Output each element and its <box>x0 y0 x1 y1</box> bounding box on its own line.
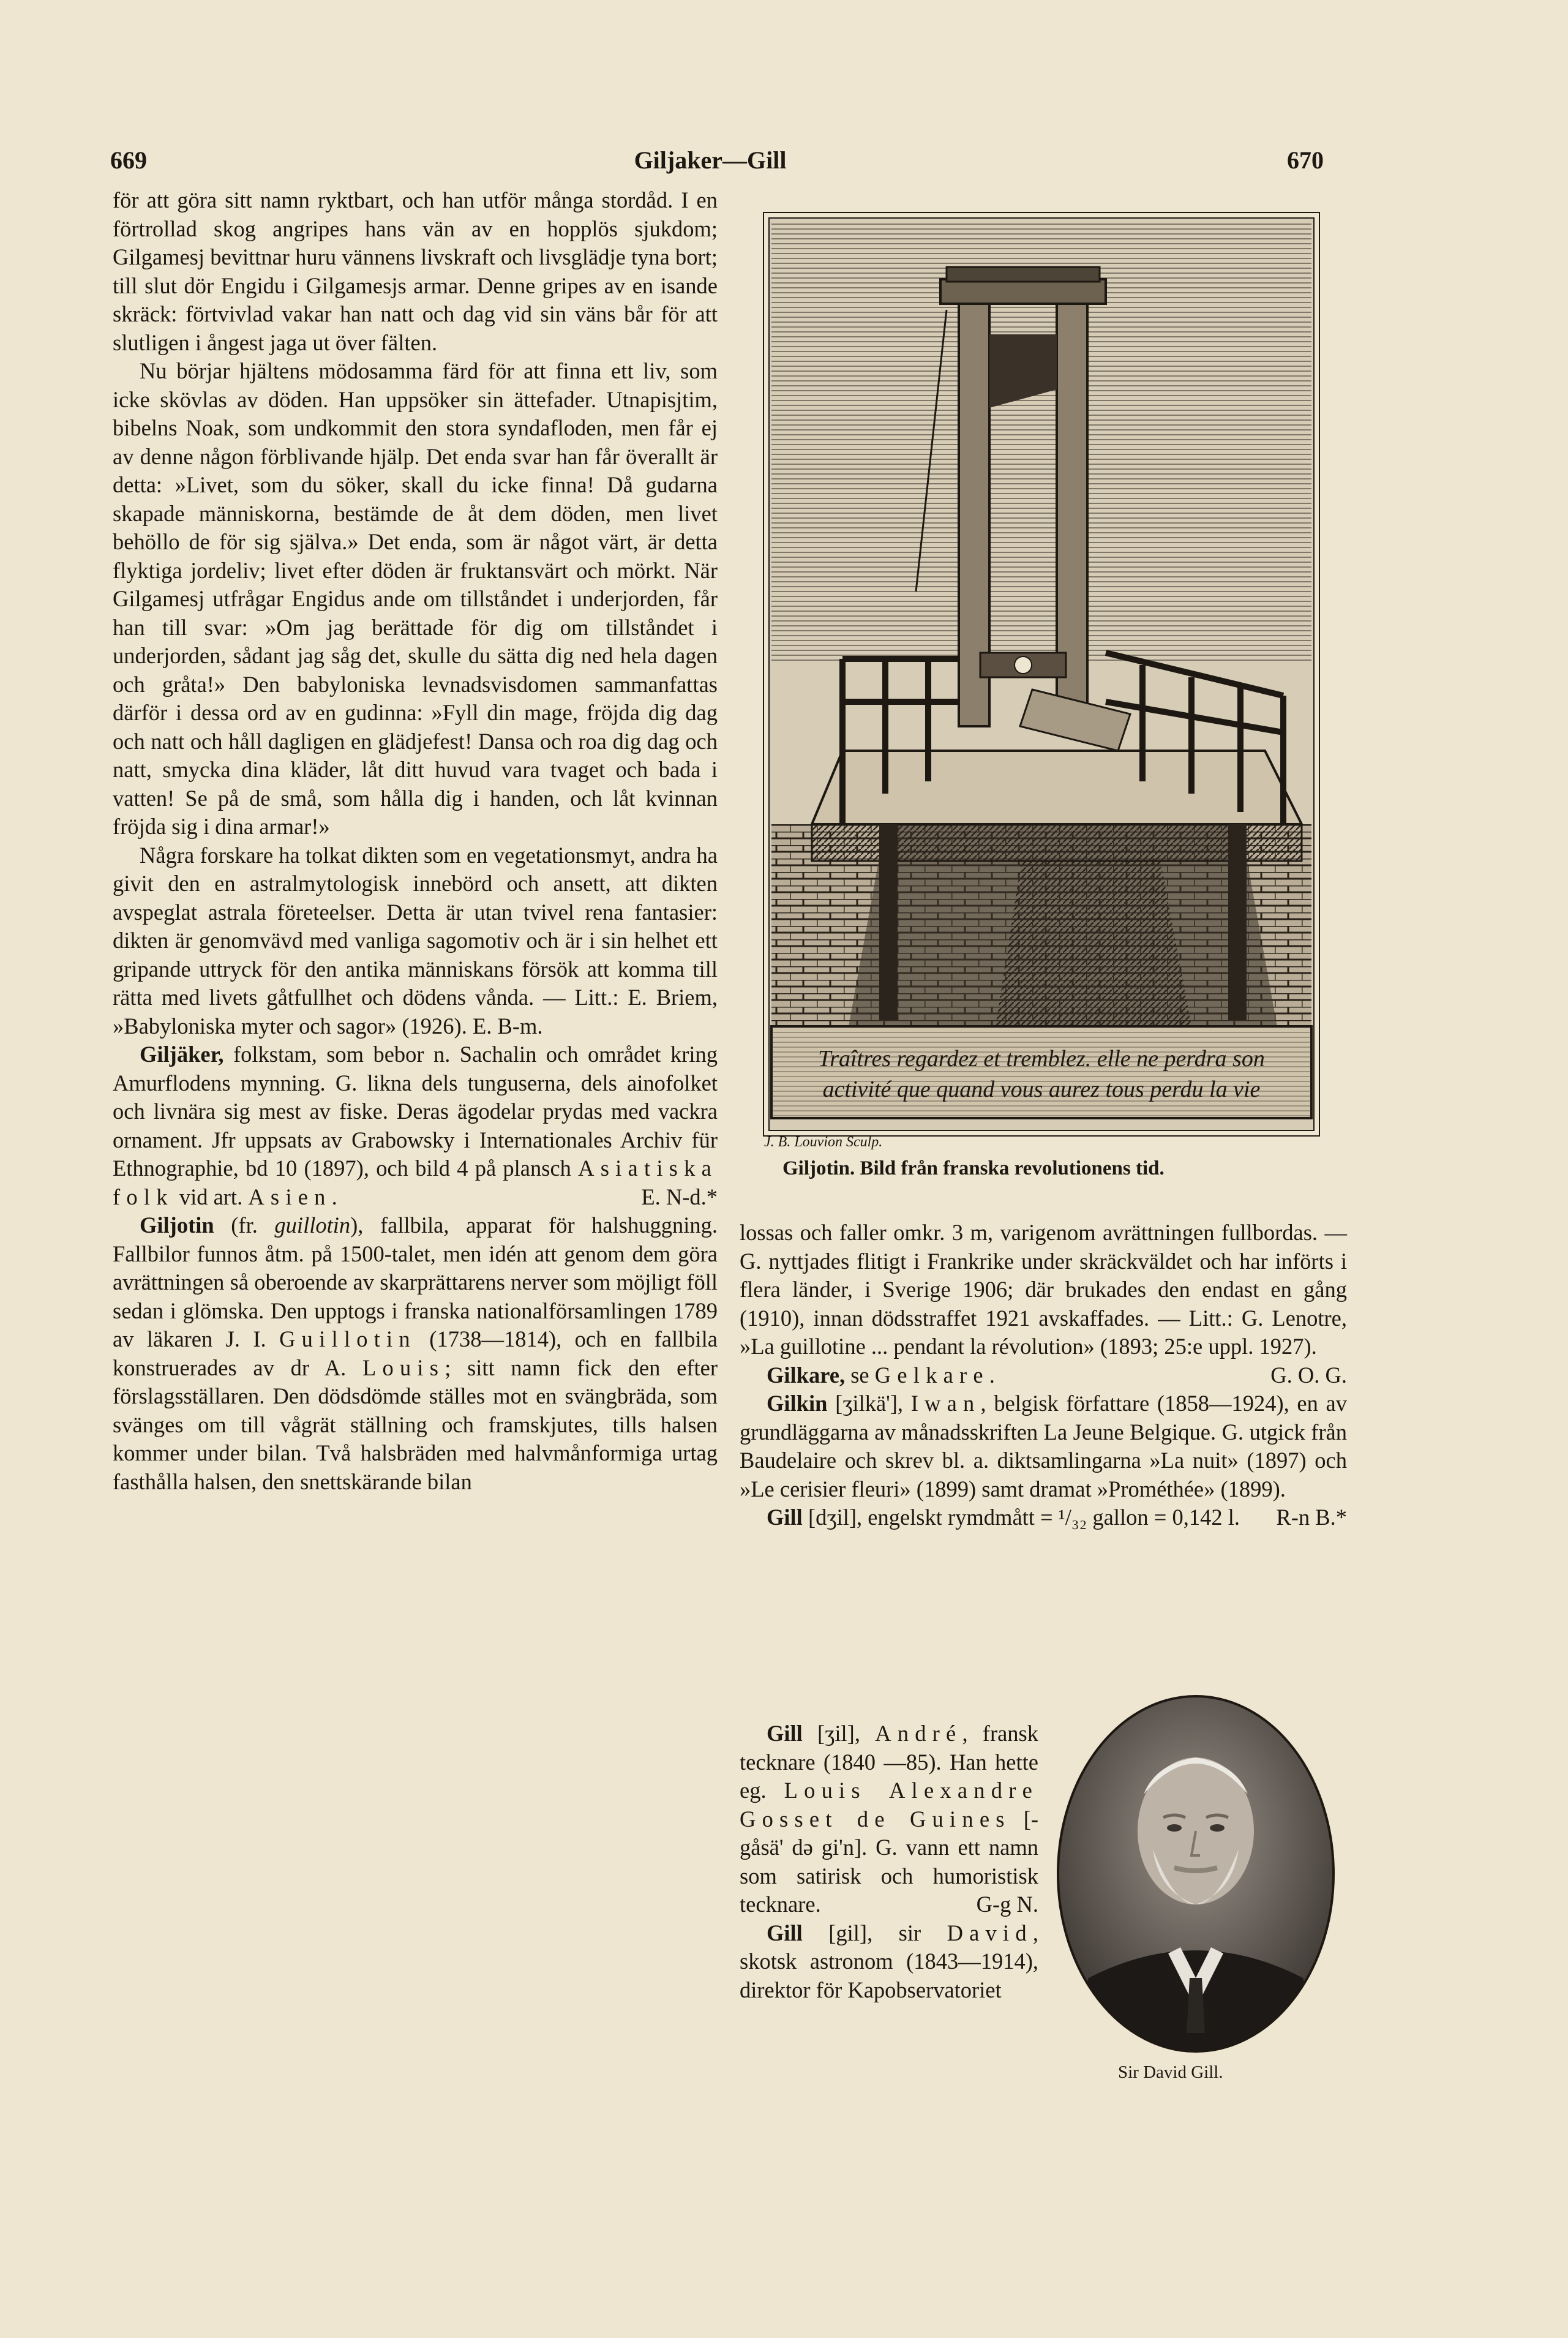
entry-gill-andre: Gill [ʒil], André, fransk tecknare (1840 —85). Han hette eg. Louis Alexandre Gosset de Guines [-gåsä' də gi'n]. G. vann ett namn som satirisk och humoristisk tecknare. G-g N. <box>740 1720 1038 1919</box>
gilgamesj-paragraph-3: Några forskare ha tolkat dikten som en vegetationsmyt, andra ha givit den en astralmytologisk innebörd och ansett, att dikten avspeglat astrala företeelser. Detta är utan tvivel rena fantasier: dikten är genomvävd med vanliga sagomotiv och är i sin helhet ett gripande uttryck för den antika människans försök att komma till rätta med livets gåtfullhet och dödens vånda. — Litt.: E. Briem, »Babyloniska myter och sagor» (1926). E. B-m. <box>113 842 718 1039</box>
lemma: Giljäker, <box>140 1042 224 1067</box>
left-column <box>113 186 718 1496</box>
inscription-line-1: Traîtres regardez et tremblez. elle ne perdra son <box>818 1046 1265 1072</box>
entry-giljotin: Giljotin (fr. guillotin), fallbila, apparat för halshuggning. Fallbilor funnos åtm. på 1500-talet, men idén att genom dem göra avrättningen så oberoende av skarprättarens nerver som möjligt föll sedan i glömska. Den upptogs i franska nationalförsamlingen 1789 av läkaren J. I. Guillotin (1738—1814), och en fallbila konstruerades av dr A. Louis; sitt namn fick den efter förslagsställaren. Den dödsdömde ställes mot en svängbräda, som svänges om till vågrät ställning och framskjutes, tills halsen kommer under bilan. Två halsbräden med halvmånformiga urtag fasthålla halsen, den snettskärande bilan <box>113 1212 718 1494</box>
lemma: Gill <box>767 1721 803 1746</box>
guillotine-engraving <box>763 212 1320 1137</box>
lemma: Giljotin <box>140 1212 214 1238</box>
signature: G. O. G. <box>1270 1362 1347 1388</box>
right-column <box>740 1219 1347 1532</box>
engraver-credit: J. B. Louvion Sculp. <box>764 1134 883 1150</box>
page-number-left: 669 <box>110 146 147 174</box>
signature: E. N-d.* <box>641 1184 718 1209</box>
entry-giljaker: Giljäker, folkstam, som bebor n. Sachalin och området kring Amurflodens mynning. G. likna dels tunguserna, dels ainofolket och livnära sig mest av fiske. Deras ägodelar prydas med vackra ornament. Jfr uppsats av Grabowsky i Internationales Archiv für Ethnographie, bd 10 (1897), och bild 4 på plansch Asiatiska folk vid art. Asien. E. N-d.* <box>113 1040 718 1211</box>
entry-gilkare: Gilkare, se Gelkare. <box>767 1362 1002 1388</box>
figure-caption: Giljotin. Bild från franska revolutionens tid. <box>782 1157 1165 1179</box>
entry-gilkin: Gilkin [ʒilkä'], Iwan, belgisk författare (1858—1924), en av grundläggarna av månadsskriften La Jeune Belgique. G. utgick från Baudelaire och skrev bl. a. diktsamlingarna »La nuit» (1897) och »Le cerisier fleuri» (1899) samt dramat »Prométhée» (1899). R-n B.* <box>740 1389 1347 1503</box>
running-head: Giljaker—Gill <box>634 146 787 174</box>
page-number-right: 670 <box>1287 146 1324 174</box>
gilgamesj-paragraph-2: Nu börjar hjältens mödosamma färd för att finna ett liv, som icke skövlas av döden. Han uppsöker sin ättefader. Utnapisjtim, bibelns Noak, som undkommit den stora syndafloden, men får ej av denne någon förblivande hjälp. Det enda svar han får överallt är detta: »Livet, som du söker, skall du icke finna! Då gudarna skapade människorna, bestämde de åt dem döden, men livet behöllo de för sig själva.» Det enda, som är något värt, är detta flyktiga jordeliv; livet efter döden är fruktansvärt och mörkt. När Gilgamesj utfrågar Engidus ande om tillståndet i underjorden, får han till svar: »Om jag berättade för dig om tillståndet i underjorden, sådant jag såg det, skulle du sätta dig ned hela dagen och gråta!» Den babyloniska levnadsvisdomen sammanfattas därför i dessa ord av en gudinna: »Fyll din mage, fröjda dig dag och natt och håll dagligen en glädjefest! Dansa och roa dig dag och natt, smycka dina kläder, låt ditt huvud vara tvaget och bada i vatten! Se på de små, som hålla dig i handen, och låt kvinnan fröjda sig i dina armar!» <box>113 358 718 839</box>
signature: R-n B.* <box>1276 1505 1347 1530</box>
giljotin-continuation: lossas och faller omkr. 3 m, varigenom avrättningen fullbordas. — G. nyttjades flitigt i Frankrike under skräckväldet och har införts i flera länder, i Sverige 1906; där brukades den endast en gång (1910), innan dödsstraffet 1921 avskaffades. — Litt.: G. Lenotre, »La guillotine ... pendant la révolution» (1893; 25:e uppl. 1927). G. O. G. <box>740 1219 1347 1361</box>
inscription-line-2: activité que quand vous aurez tous perdu la vie <box>822 1077 1261 1102</box>
entry-gill-measure: Gill [dʒil], engelskt rymdmått = ¹/₃₂ gallon = 0,142 l. <box>767 1505 1240 1530</box>
gilgamesj-paragraph-1: för att göra sitt namn ryktbart, och han utför många stordåd. I en förtrollad skog angripes hans vän av en hopplös sjukdom; Gilgamesj bevittnar huru vännens livskraft och livsglädje tyna bort; till slut dör Engidu i Gilgamesjs armar. Denne gripes av en isande skräck: förtvivlad vakar han natt och dag vid sin väns bår för att slutligen i ångest jaga ut över fälten. <box>113 187 718 355</box>
lemma: Gill <box>767 1920 803 1945</box>
portrait-caption: Sir David Gill. <box>1118 2062 1223 2082</box>
lemma: Gilkin <box>767 1391 828 1416</box>
entry-gill-david: Gill [gil], sir David, skotsk astronom (1843—1914), direktor för Kapobservatoriet <box>740 1920 1038 2002</box>
lemma: Gill <box>767 1505 803 1530</box>
signature: G-g N. <box>976 1892 1038 1917</box>
portrait-david-gill <box>1052 1690 1340 2076</box>
lemma: Gilkare, <box>767 1362 846 1388</box>
right-column-narrow <box>740 1720 1038 2004</box>
signature: E. B-m. <box>472 1013 543 1039</box>
